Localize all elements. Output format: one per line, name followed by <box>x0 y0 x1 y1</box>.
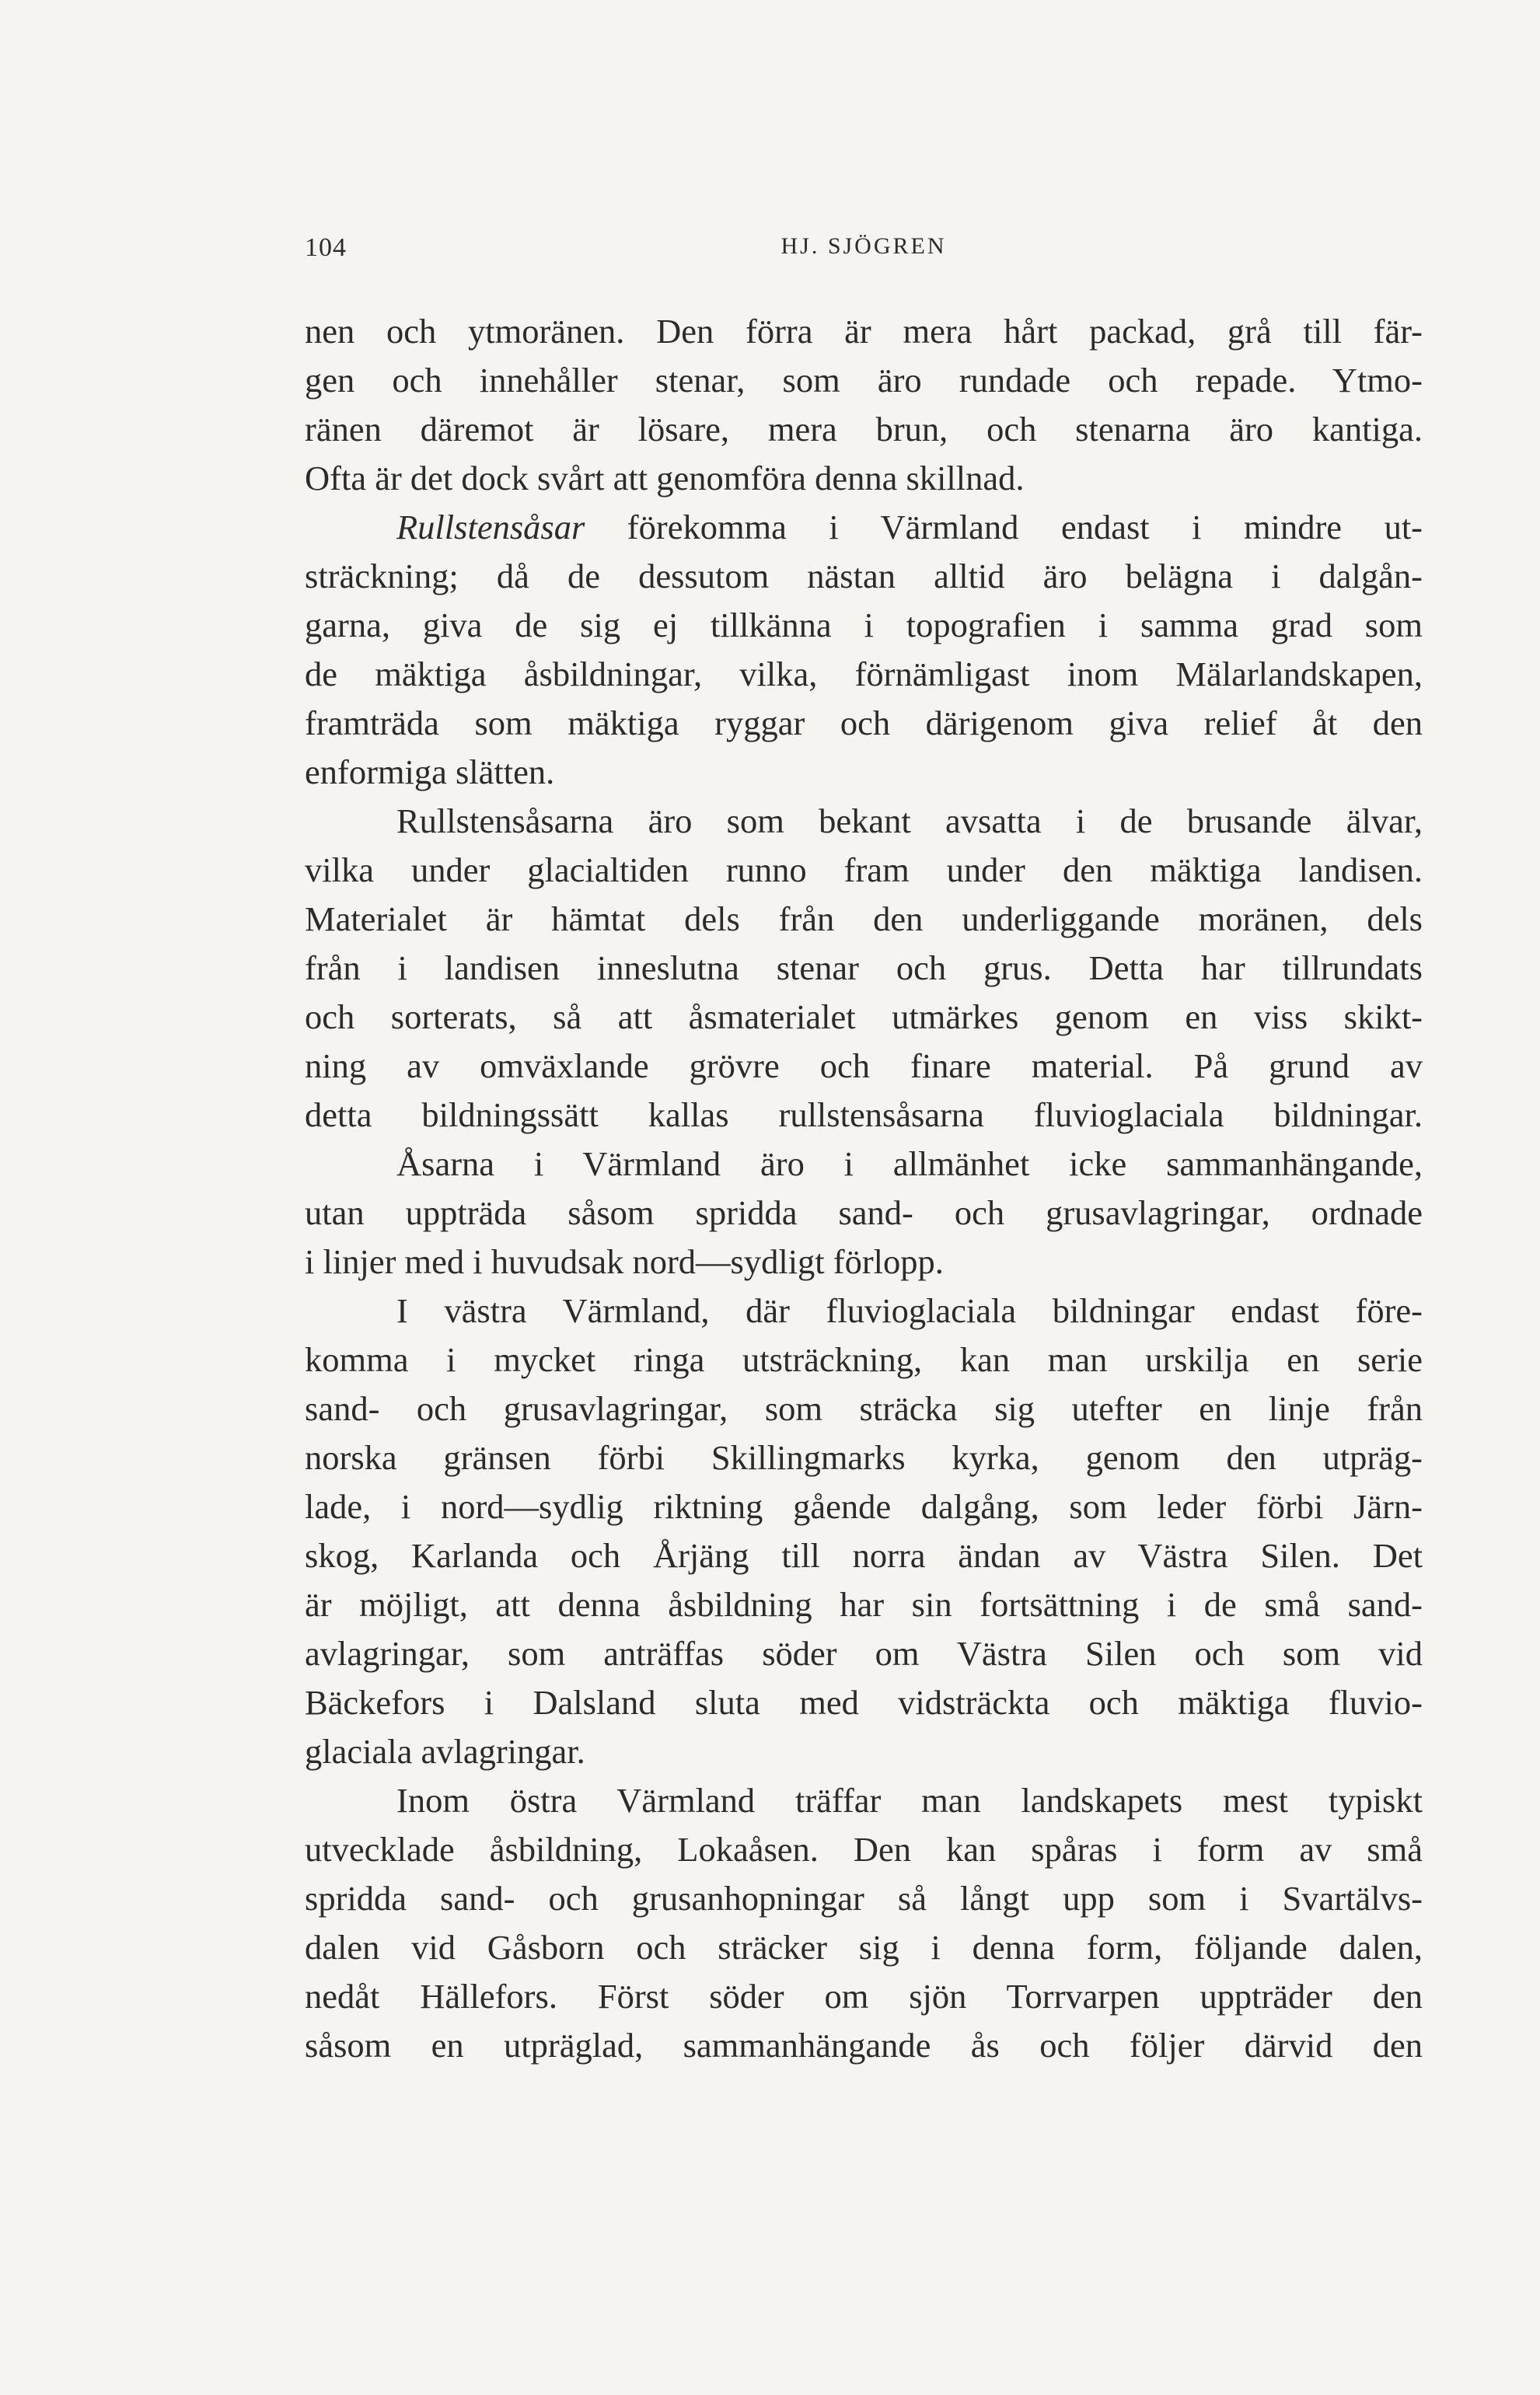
line-text: sträckning; då de dessutom nästan alltid äro belägna i dalgån- <box>305 557 1423 595</box>
line-text: de mäktiga åsbildningar, vilka, förnämligast inom Mälarlandskapen, <box>305 655 1423 693</box>
line-text: ning av omväxlande grövre och finare material. På grund av <box>305 1046 1423 1085</box>
line-text: komma i mycket ringa utsträckning, kan man urskilja en serie <box>305 1340 1423 1379</box>
text-line <box>305 1042 1423 1091</box>
line-text: utvecklade åsbildning, Lokaåsen. Den kan spåras i form av små <box>305 1830 1423 1869</box>
text-line <box>305 1776 1423 1825</box>
text-line <box>305 307 1423 356</box>
body-text <box>305 307 1423 2070</box>
line-text: Ofta är det dock svårt att genomföra denna skillnad. <box>305 459 1025 498</box>
text-line <box>305 552 1423 601</box>
text-line <box>305 1531 1423 1580</box>
line-text: glaciala avlagringar. <box>305 1732 585 1771</box>
line-text: utan uppträda såsom spridda sand- och grusavlagringar, ordnade <box>305 1193 1423 1232</box>
line-text: dalen vid Gåsborn och sträcker sig i denna form, följande dalen, <box>305 1928 1423 1967</box>
line-text: detta bildningssätt kallas rullstensåsarna fluvioglaciala bildningar. <box>305 1095 1423 1134</box>
line-text: ränen däremot är lösare, mera brun, och stenarna äro kantiga. <box>305 410 1423 449</box>
text-line <box>305 1335 1423 1384</box>
text-line <box>305 1433 1423 1482</box>
text-line <box>305 405 1423 454</box>
line-text: såsom en utpräglad, sammanhängande ås och följer därvid den <box>305 2026 1423 2065</box>
line-text: är möjligt, att denna åsbildning har sin fortsättning i de små sand- <box>305 1585 1423 1624</box>
line-text: nen och ytmoränen. Den förra är mera hårt packad, grå till fär- <box>305 312 1423 351</box>
text-line <box>305 1727 1423 1776</box>
line-text: och sorterats, så att åsmaterialet utmärkes genom en viss skikt- <box>305 997 1423 1036</box>
text-line <box>305 1874 1423 1923</box>
text-line <box>305 1140 1423 1189</box>
line-text: Bäckefors i Dalsland sluta med vidsträckta och mäktiga fluvio- <box>305 1683 1423 1722</box>
line-text: Inom östra Värmland träffar man landskapets mest typiskt <box>396 1781 1423 1820</box>
text-line <box>305 1580 1423 1629</box>
text-line <box>305 797 1423 846</box>
line-text: vilka under glacialtiden runno fram under den mäktiga landisen. <box>305 850 1423 889</box>
running-head: HJ. SJÖGREN <box>780 233 947 259</box>
page-number: 104 <box>305 233 347 262</box>
text-line <box>305 1189 1423 1238</box>
text-line <box>305 454 1423 503</box>
page-header <box>305 233 1423 272</box>
line-text: spridda sand- och grusanhopningar så långt upp som i Svartälvs- <box>305 1879 1423 1918</box>
line-text: nedåt Hällefors. Först söder om sjön Torrvarpen uppträder den <box>305 1977 1423 2016</box>
text-line <box>305 650 1423 699</box>
text-line <box>305 846 1423 895</box>
text-line <box>305 1972 1423 2021</box>
text-line <box>305 1287 1423 1335</box>
line-text: från i landisen inneslutna stenar och grus. Detta har tillrundats <box>305 948 1423 987</box>
line-text: Materialet är hämtat dels från den underliggande moränen, dels <box>305 899 1423 938</box>
line-text: förekomma i Värmland endast i mindre ut- <box>585 508 1423 546</box>
text-line <box>305 699 1423 748</box>
text-line <box>305 1238 1423 1287</box>
text-line <box>305 601 1423 650</box>
text-line <box>305 748 1423 797</box>
line-text: Rullstensåsarna äro som bekant avsatta i de brusande älvar, <box>396 801 1423 840</box>
line-text: avlagringar, som anträffas söder om Västra Silen och som vid <box>305 1634 1423 1673</box>
line-text: norska gränsen förbi Skillingmarks kyrka, genom den utpräg- <box>305 1438 1423 1477</box>
line-text: Åsarna i Värmland äro i allmänhet icke sammanhängande, <box>396 1144 1423 1183</box>
line-text: skog, Karlanda och Årjäng till norra ändan av Västra Silen. Det <box>305 1536 1423 1575</box>
text-line <box>305 2021 1423 2070</box>
line-text: framträda som mäktiga ryggar och därigenom giva relief åt den <box>305 703 1423 742</box>
text-line <box>305 1629 1423 1678</box>
text-line <box>305 1923 1423 1972</box>
text-line <box>305 1825 1423 1874</box>
text-line <box>305 993 1423 1042</box>
italic-term: Rullstensåsar <box>396 508 585 546</box>
text-line <box>305 1091 1423 1140</box>
line-text: sand- och grusavlagringar, som sträcka sig utefter en linje från <box>305 1389 1423 1428</box>
line-text: i linjer med i huvudsak nord—sydligt förlopp. <box>305 1242 944 1281</box>
line-text: enformiga slätten. <box>305 752 555 791</box>
text-line <box>305 895 1423 944</box>
text-line <box>305 1678 1423 1727</box>
line-text: I västra Värmland, där fluvioglaciala bildningar endast före- <box>396 1291 1423 1330</box>
text-line <box>305 503 1423 552</box>
line-text: lade, i nord—sydlig riktning gående dalgång, som leder förbi Järn- <box>305 1487 1423 1526</box>
text-line <box>305 1482 1423 1531</box>
text-line <box>305 944 1423 993</box>
line-text: gen och innehåller stenar, som äro rundade och repade. Ytmo- <box>305 361 1423 400</box>
line-text: garna, giva de sig ej tillkänna i topografien i samma grad som <box>305 606 1423 644</box>
text-line <box>305 356 1423 405</box>
text-line <box>305 1384 1423 1433</box>
